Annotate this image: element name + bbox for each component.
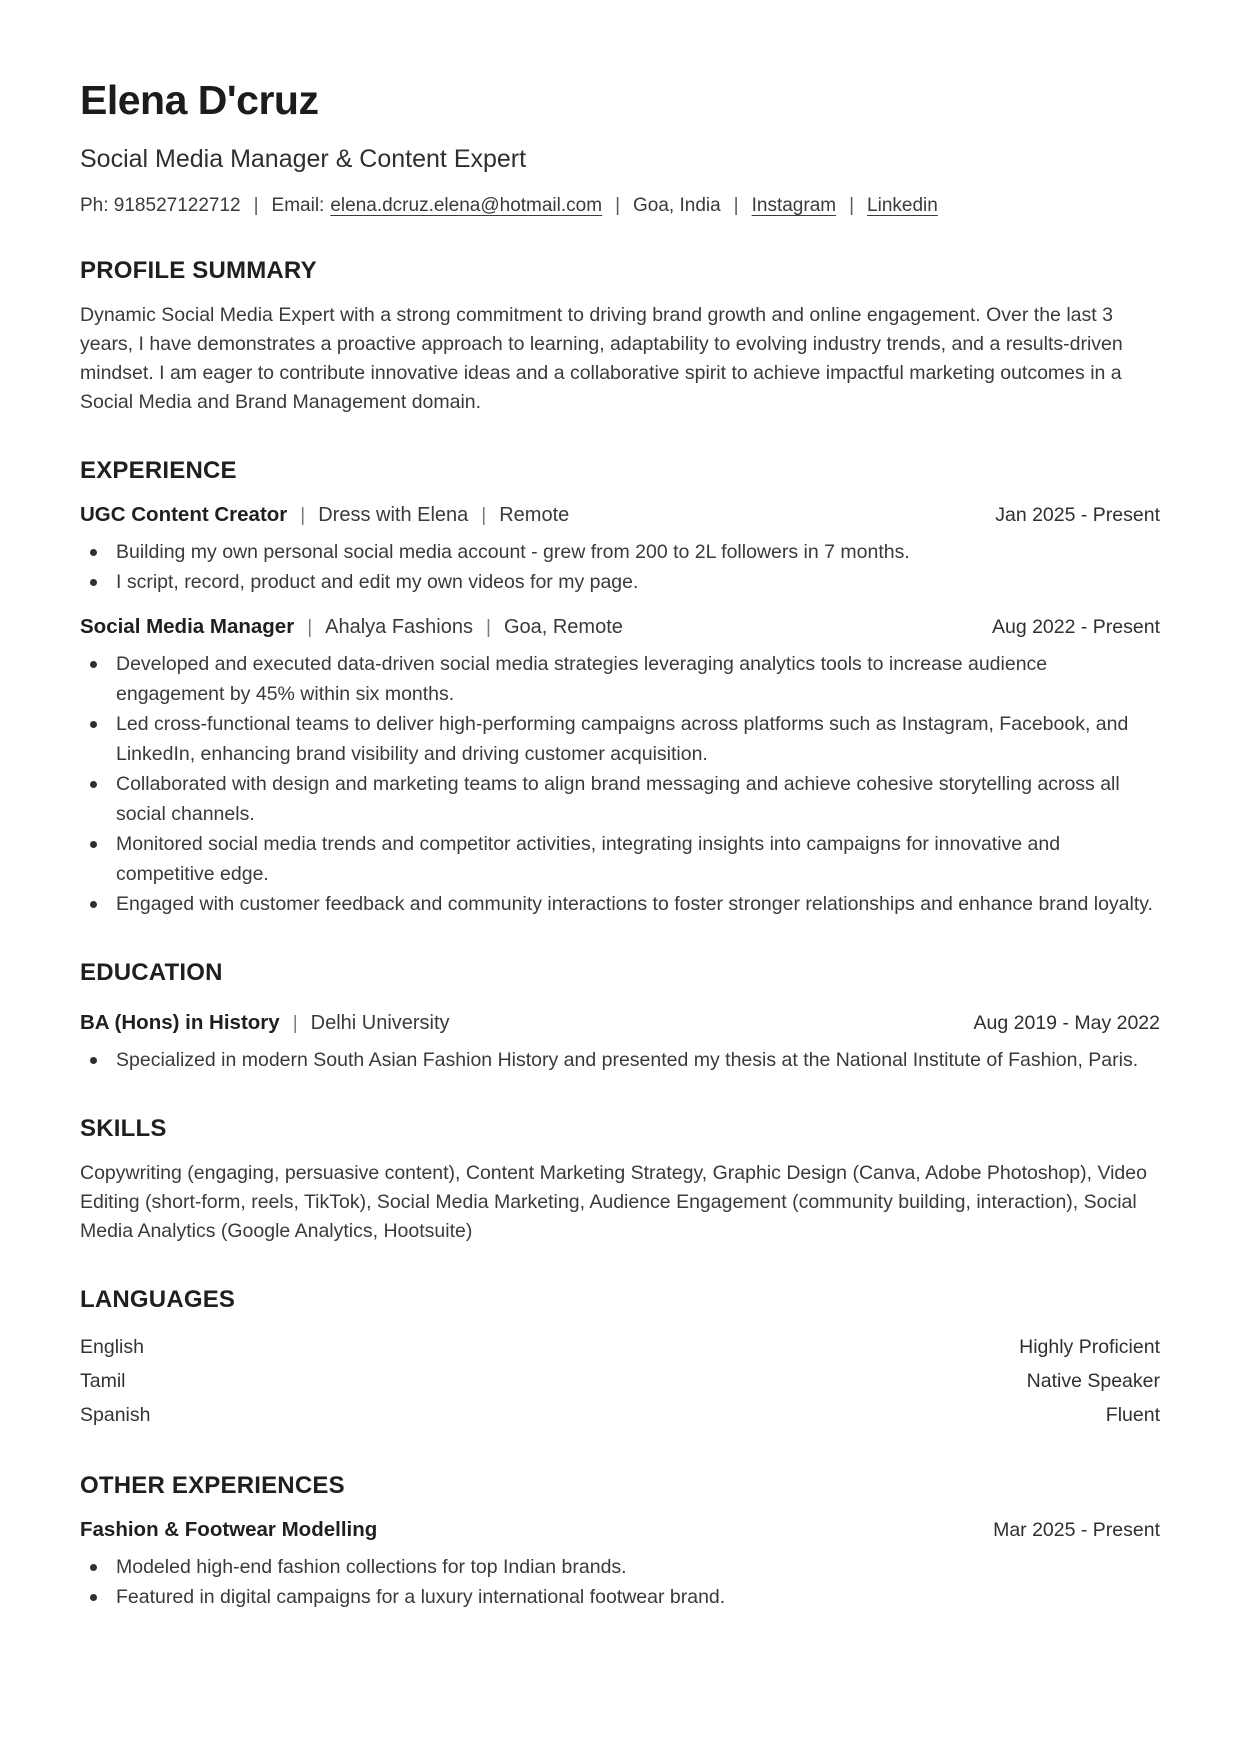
bullet-item (80, 769, 1160, 829)
other-experience-bullets (80, 1552, 1160, 1612)
language-level: Native Speaker (1026, 1370, 1160, 1393)
bullet-text: Monitored social media trends and competitor activities, integrating insights into campaigns for innovative and competitive edge. (116, 833, 1061, 886)
bullet-item (80, 889, 1160, 919)
candidate-title: Social Media Manager & Content Expert (80, 145, 527, 174)
other-experience-entry-header (80, 1518, 1160, 1542)
linkedin-link[interactable]: Linkedin (867, 195, 938, 217)
experience-entry (80, 615, 1160, 919)
bullet-icon (90, 661, 97, 668)
email-link[interactable]: elena.dcruz.elena@hotmail.com (330, 195, 603, 217)
separator: | (849, 195, 855, 217)
language-row (80, 1330, 1160, 1364)
bullet-icon (90, 781, 97, 788)
education-entry-header (80, 1011, 1160, 1035)
language-level: Highly Proficient (1019, 1336, 1160, 1359)
job-location: Goa, Remote (503, 616, 623, 639)
bullet-icon (90, 901, 97, 908)
bullet-text: Specialized in modern South Asian Fashion History and presented my thesis at the National Institute of Fashion, Paris. (116, 1049, 1139, 1072)
job-bullets (80, 649, 1160, 919)
bullet-item (80, 537, 1160, 567)
bullet-text: I script, record, product and edit my own videos for my page. (116, 571, 639, 594)
section-skills (80, 1115, 1160, 1246)
candidate-name: Elena D'cruz (80, 77, 319, 123)
school-name: Delhi University (310, 1012, 450, 1035)
job-dates: Jan 2025 - Present (995, 504, 1160, 527)
experience-entry-header (80, 503, 1160, 527)
section-heading-profile-summary: PROFILE SUMMARY (80, 257, 317, 285)
education-dates: Aug 2019 - May 2022 (973, 1012, 1160, 1035)
separator: | (307, 617, 313, 639)
job-title: Social Media Manager (80, 615, 295, 639)
bullet-text: Featured in digital campaigns for a luxury international footwear brand. (116, 1586, 726, 1609)
language-name: Tamil (80, 1370, 126, 1393)
section-education (80, 959, 1160, 1075)
bullet-item (80, 709, 1160, 769)
bullet-item (80, 1552, 1160, 1582)
job-company: Ahalya Fashions (325, 616, 473, 639)
bullet-icon (90, 1594, 97, 1601)
profile-summary-text: Dynamic Social Media Expert with a strong commitment to driving brand growth and online engagement. Over the last 3 years, I have demonstrates a proactive approach to learning, adaptability to evolving industry trends, and a results-driven mindset. I am eager to contribute innovative ideas and a collaborative spirit to achieve impactful marketing outcomes in a Social Media and Brand Management domain. (80, 304, 1123, 414)
separator: | (300, 505, 306, 527)
bullet-text: Building my own personal social media account - grew from 200 to 2L followers in 7 months. (116, 541, 910, 564)
bullet-icon (90, 841, 97, 848)
job-dates: Aug 2022 - Present (991, 616, 1160, 639)
bullet-item (80, 649, 1160, 709)
job-company: Dress with Elena (318, 504, 469, 527)
job-location: Remote (499, 504, 570, 527)
section-profile-summary (80, 257, 1160, 417)
separator: | (292, 1013, 298, 1035)
bullet-item (80, 1582, 1160, 1612)
separator: | (733, 195, 739, 217)
bullet-text: Led cross-functional teams to deliver high-performing campaigns across platforms such as Instagram, Facebook, and LinkedIn, enhancing brand visibility and driving customer acquisition. (116, 713, 1129, 766)
separator: | (615, 195, 620, 217)
language-row (80, 1364, 1160, 1398)
bullet-icon (90, 1057, 97, 1064)
experience-entry-header (80, 615, 1160, 639)
bullet-item (80, 1045, 1160, 1075)
bullet-text: Modeled high-end fashion collections for top Indian brands. (116, 1556, 627, 1579)
bullet-icon (90, 549, 97, 556)
languages-list (80, 1330, 1160, 1432)
experience-entry (80, 503, 1160, 597)
location-text: Goa, India (633, 195, 721, 217)
job-title: UGC Content Creator (80, 503, 288, 527)
other-experience-dates: Mar 2025 - Present (993, 1519, 1160, 1542)
resume-header (80, 78, 1160, 217)
instagram-link[interactable]: Instagram (751, 195, 837, 217)
separator: | (253, 195, 259, 217)
bullet-item (80, 567, 1160, 597)
section-other-experiences (80, 1472, 1160, 1612)
email-label: Email: (271, 195, 325, 217)
bullet-text: Developed and executed data-driven social media strategies leveraging analytics tools to increase audience engagement by 45% within six months. (116, 653, 1048, 706)
bullet-icon (90, 721, 97, 728)
section-experience (80, 457, 1160, 919)
bullet-text: Engaged with customer feedback and community interactions to foster stronger relationships and enhance brand loyalty. (116, 893, 1153, 916)
separator: | (481, 505, 487, 527)
bullet-icon (90, 1564, 97, 1571)
skills-text: Copywriting (engaging, persuasive content), Content Marketing Strategy, Graphic Design (Canva, Adobe Photoshop), Video Editing (short-form, reels, TikTok), Social Media Marketing, Audience Engagement (community building, interaction), Social Media Analytics (Google Analytics, Hootsuite) (80, 1162, 1147, 1243)
language-row (80, 1398, 1160, 1432)
section-heading-skills: SKILLS (80, 1115, 167, 1143)
education-bullets (80, 1045, 1160, 1075)
job-bullets (80, 537, 1160, 597)
section-languages (80, 1286, 1160, 1432)
section-heading-other-experiences: OTHER EXPERIENCES (80, 1472, 345, 1500)
section-heading-experience: EXPERIENCE (80, 457, 237, 485)
bullet-text: Collaborated with design and marketing teams to align brand messaging and achieve cohesive storytelling across all social channels. (116, 773, 1120, 826)
contact-line (80, 195, 1160, 217)
bullet-icon (90, 579, 97, 586)
other-experience-title: Fashion & Footwear Modelling (80, 1518, 378, 1542)
section-heading-languages: LANGUAGES (80, 1286, 236, 1314)
degree-title: BA (Hons) in History (80, 1011, 280, 1035)
language-name: English (80, 1336, 144, 1359)
section-heading-education: EDUCATION (80, 959, 223, 987)
language-name: Spanish (80, 1404, 151, 1427)
language-level: Fluent (1105, 1404, 1160, 1427)
other-experience-entry (80, 1518, 1160, 1612)
phone-text: Ph: 918527122712 (80, 195, 241, 217)
bullet-item (80, 829, 1160, 889)
separator: | (486, 617, 491, 639)
